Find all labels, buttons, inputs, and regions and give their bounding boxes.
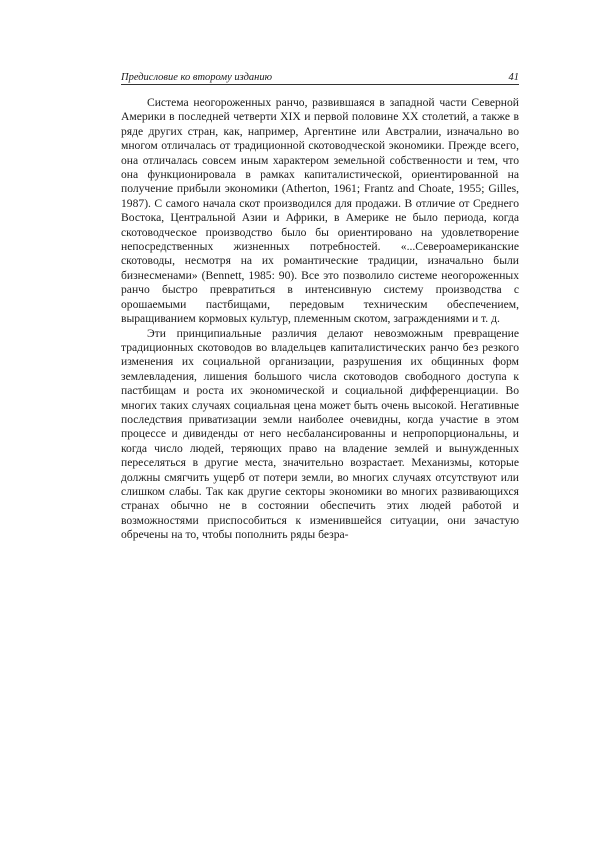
running-head-title: Предисловие ко второму изданию [121,72,272,83]
header-rule [121,84,519,85]
page-number: 41 [508,72,519,83]
paragraph-1: Система неогороженных ранчо, развившаяся в западной части Северной Америки в последней четверти XIX и первой половине XX столетий, а также в ряде других стран, как, например, Аргентине или Австралии, изначально во многом отличалась от традиционной скотоводческой экономики. Прежде всего, она отличалась совсем иным характером земельной собственности и тем, что она функционировала в рамках капиталистической, ориентированной на получение прибыли экономики (Atherton, 1961; Frantz and Choate, 1955; Gilles, 1987). С самого начала скот производился для продажи. В отличие от Среднего Востока, Центральной Азии и Африки, в Америке не было периода, когда скотоводческое производство было бы ориентировано на удовлетворение непосредственных жизненных потребностей. «...Североамериканские скотоводы, несмотря на их романтические традиции, изначально были бизнесменами» (Bennett, 1985: 90). Все это позволило системе неогороженных ранчо быстро превратиться в интенсивную систему производства с орошаемыми пастбищами, передовым техническим обеспечением, выращиванием кормовых культур, племенным скотом, заграждениями и т. д. [121,96,519,326]
paragraph-2: Эти принципиальные различия делают невозможным превращение традиционных скотоводов во владельцев капиталистических ранчо без резкого изменения их социальной организации, разрушения их общинных форм землевладения, лишения большого числа скотоводов свободного доступа к пастбищам и роста их экономической и социальной дифференциации. Во многих таких случаях социальная цена может быть очень высокой. Негативные последствия приватизации земли наиболее очевидны, когда участие в этом процессе и дивиденды от него несбалансированны и непропорциональны, и когда число людей, теряющих право на владение землей и вынужденных переселяться в другие места, значительно возрастает. Механизмы, которые должны смягчить ущерб от потери земли, во многих случаях отсутствуют или слишком слабы. Так как другие секторы экономики во многих развивающихся странах обычно не в состоянии обеспечить этих людей работой и возможностями приспособиться к изменившейся ситуации, они зачастую обречены на то, чтобы пополнить ряды безра- [121,326,519,542]
running-head [121,71,519,85]
body-text [121,96,519,543]
